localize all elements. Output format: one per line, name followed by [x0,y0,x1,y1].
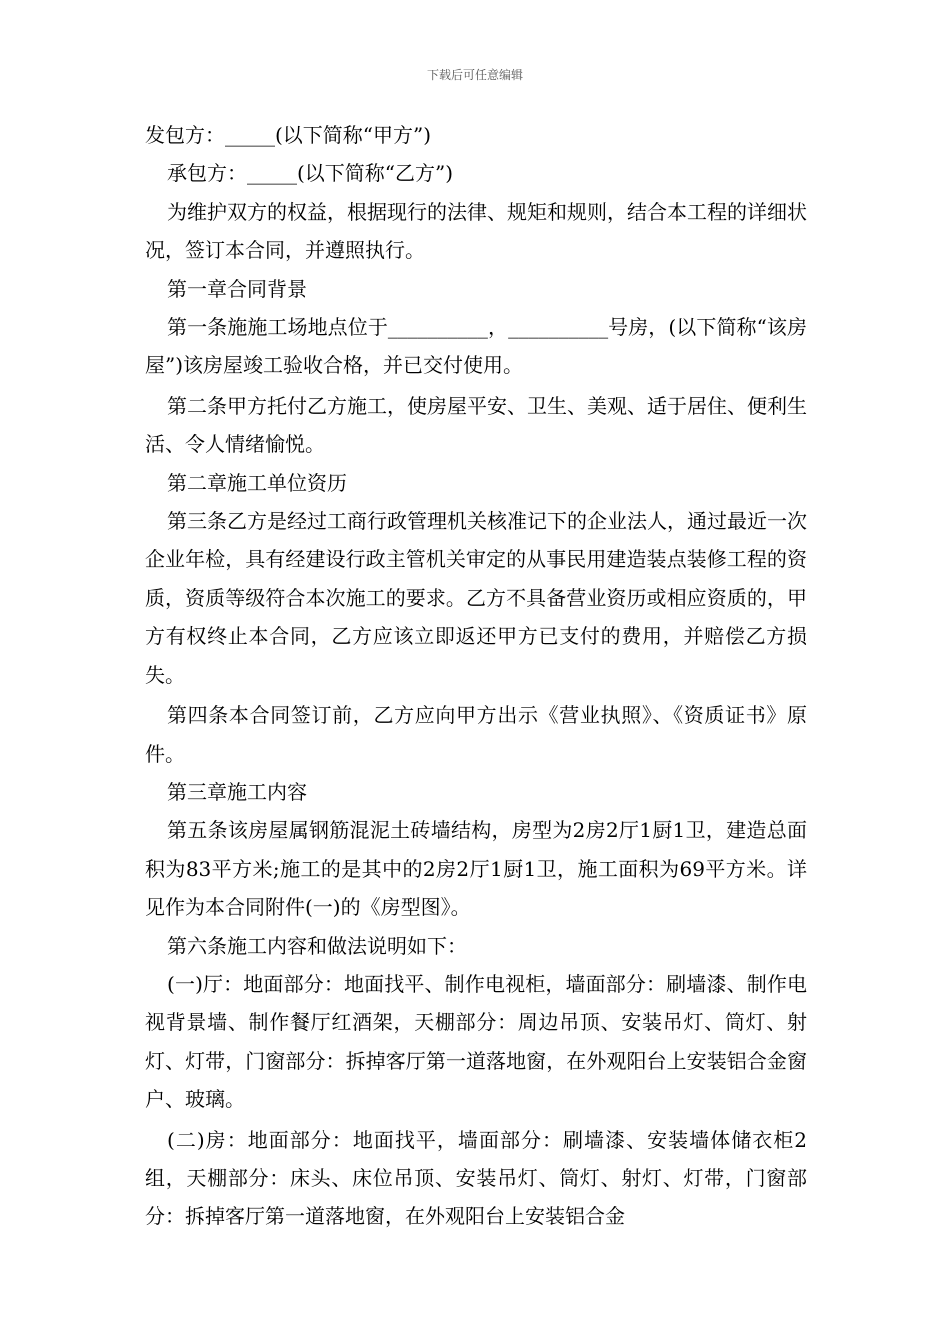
article-6-paragraph: 第六条施工内容和做法说明如下： [167,933,467,958]
item-2-paragraph: (二)房：地面部分：地面找平，墙面部分：刷墙漆、安装墙体储衣柜2组，天棚部分：床头、床位吊顶、安装吊灯、筒灯、射灯、灯带，门窗部分：拆掉客厅第一道落地窗，在外观阳台上安装铝合金 [145,1127,807,1229]
article-5-paragraph: 第五条该房屋属钢筋混泥土砖墙结构，房型为2房2厅1厨1卫，建造总面积为83平方米;施工的是其中的2房2厅1厨1卫，施工面积为69平方米。详见作为本合同附件(一)的《房型图》。 [145,818,807,920]
article-4-paragraph: 第四条本合同签订前，乙方应向甲方出示《营业执照》、《资质证书》原件。 [145,703,807,766]
article-3-paragraph: 第三条乙方是经过工商行政管理机关核准记下的企业法人，通过最近一次企业年检，具有经建设行政主管机关审定的从事民用建造装点装修工程的资质，资质等级符合本次施工的要求。乙方不具备营业资历或相应资质的，甲方有权终止本合同，乙方应该立即返还甲方已支付的费用，并赔偿乙方损失。 [145,509,807,687]
article-2-paragraph: 第二条甲方托付乙方施工，使房屋平安、卫生、美观、适于居住、便利生活、令人情绪愉悦。 [145,393,807,457]
article-1-paragraph: 第一条施施工场地点位于__________，__________号房，(以下简称“该房屋”)该房屋竣工验收合格，并已交付使用。 [145,315,807,378]
item-1-paragraph: (一)厅：地面部分：地面找平、制作电视柜，墙面部分：刷墙漆、制作电视背景墙、制作餐厅红酒架，天棚部分：周边吊顶、安装吊灯、筒灯、射灯、灯带，门窗部分：拆掉客厅第一道落地窗，在外观阳台上安装铝合金窗户、玻璃。 [145,971,807,1112]
chapter-heading-3: 第三章施工内容 [167,779,307,804]
page-header: 下载后可任意编辑 [426,68,523,82]
party-b-line: 承包方：_____(以下简称“乙方”) [167,161,454,186]
preamble-paragraph: 为维护双方的权益，根据现行的法律、规矩和规则，结合本工程的详细状况，签订本合同，并遵照执行。 [145,199,807,263]
chapter-heading-1: 第一章合同背景 [167,276,307,301]
document-body [145,116,807,1236]
chapter-heading-2: 第二章施工单位资历 [167,470,347,495]
party-a-line: 发包方：_____(以下简称“甲方”) [145,123,432,147]
